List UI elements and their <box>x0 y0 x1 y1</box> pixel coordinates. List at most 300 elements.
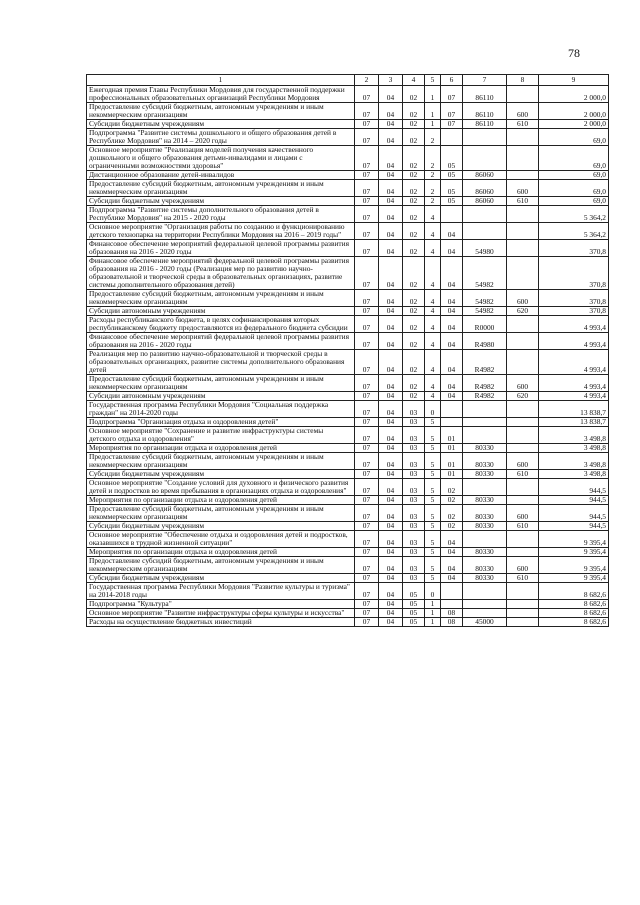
code-cell: 05 <box>403 600 425 609</box>
table-row <box>87 444 609 453</box>
code-cell: 610 <box>507 470 539 479</box>
column-header: 5 <box>425 75 441 86</box>
code-cell <box>507 444 539 453</box>
code-cell: 07 <box>355 531 379 548</box>
code-cell: 02 <box>403 197 425 206</box>
amount-cell: 4 993,4 <box>539 316 609 333</box>
code-cell: 05 <box>403 618 425 627</box>
row-name-cell: Подпрограмма "Организация отдыха и оздоровления детей" <box>87 418 355 427</box>
code-cell: 07 <box>355 444 379 453</box>
code-cell: 07 <box>355 171 379 180</box>
code-cell: 07 <box>355 609 379 618</box>
code-cell: 04 <box>379 223 403 240</box>
code-cell <box>507 531 539 548</box>
code-cell: 04 <box>441 333 463 350</box>
code-cell: 86110 <box>463 120 507 129</box>
code-cell <box>463 427 507 444</box>
code-cell: 02 <box>403 120 425 129</box>
row-name-cell: Финансовое обеспечение мероприятий федеральной целевой программы развития образования на 2016 - 2020 годы (Реализация мер по развитию научно-образовательной и творческой среды в образовательных организациях, развитие системы дополнительного образования детей) <box>87 257 355 290</box>
code-cell: 04 <box>379 522 403 531</box>
amount-cell: 9 395,4 <box>539 548 609 557</box>
code-cell: 80330 <box>463 574 507 583</box>
amount-cell: 8 682,6 <box>539 600 609 609</box>
code-cell <box>507 427 539 444</box>
code-cell: 04 <box>441 316 463 333</box>
code-cell: 5 <box>425 479 441 496</box>
code-cell: 07 <box>355 548 379 557</box>
code-cell <box>507 618 539 627</box>
code-cell: 4 <box>425 333 441 350</box>
code-cell: 07 <box>355 470 379 479</box>
code-cell: 04 <box>379 618 403 627</box>
code-cell: 04 <box>379 479 403 496</box>
amount-cell: 4 993,4 <box>539 333 609 350</box>
code-cell: 4 <box>425 375 441 392</box>
code-cell: 01 <box>441 470 463 479</box>
table-row <box>87 129 609 146</box>
code-cell: 07 <box>355 479 379 496</box>
code-cell: 5 <box>425 574 441 583</box>
code-cell: 04 <box>441 548 463 557</box>
row-name-cell: Предоставление субсидий бюджетным, автономным учреждениям и иным некоммерческим организациям <box>87 505 355 522</box>
row-name-cell: Реализация мер по развитию научно-образовательной и творческой среды в образовательных организациях, развитие системы дополнительного образования детей <box>87 350 355 375</box>
code-cell: 03 <box>403 548 425 557</box>
code-cell <box>441 600 463 609</box>
column-header: 8 <box>507 75 539 86</box>
code-cell: 620 <box>507 392 539 401</box>
row-name-cell: Основное мероприятие "Создание условий для духовного и физического развития детей и подростков во время пребывания в организациях отдыха и оздоровления" <box>87 479 355 496</box>
code-cell: 07 <box>355 223 379 240</box>
amount-cell: 69,0 <box>539 197 609 206</box>
code-cell: 07 <box>355 392 379 401</box>
amount-cell: 944,5 <box>539 479 609 496</box>
row-name-cell: Субсидии автономным учреждениям <box>87 392 355 401</box>
amount-cell: 69,0 <box>539 180 609 197</box>
code-cell: 4 <box>425 290 441 307</box>
code-cell: 5 <box>425 531 441 548</box>
code-cell: 02 <box>403 86 425 103</box>
row-name-cell: Предоставление субсидий бюджетным, автономным учреждениям и иным некоммерческим организациям <box>87 453 355 470</box>
code-cell: 03 <box>403 427 425 444</box>
table-row <box>87 531 609 548</box>
row-name-cell: Финансовое обеспечение мероприятий федеральной целевой программы развития образования на 2016 - 2020 годы <box>87 333 355 350</box>
code-cell <box>463 146 507 171</box>
code-cell: R4980 <box>463 333 507 350</box>
amount-cell: 9 395,4 <box>539 574 609 583</box>
code-cell: 04 <box>441 290 463 307</box>
code-cell: 4 <box>425 350 441 375</box>
amount-cell: 4 993,4 <box>539 375 609 392</box>
code-cell <box>463 609 507 618</box>
code-cell: 04 <box>379 600 403 609</box>
amount-cell: 944,5 <box>539 496 609 505</box>
code-cell: 02 <box>403 392 425 401</box>
code-cell <box>507 548 539 557</box>
code-cell: R0000 <box>463 316 507 333</box>
code-cell: 04 <box>379 505 403 522</box>
row-name-cell: Субсидии бюджетным учреждениям <box>87 197 355 206</box>
code-cell: 04 <box>379 206 403 223</box>
code-cell: 04 <box>441 375 463 392</box>
code-cell: 80330 <box>463 470 507 479</box>
code-cell: 80330 <box>463 444 507 453</box>
amount-cell: 69,0 <box>539 146 609 171</box>
amount-cell: 370,8 <box>539 307 609 316</box>
code-cell: 04 <box>441 557 463 574</box>
table-row <box>87 401 609 418</box>
code-cell <box>507 146 539 171</box>
code-cell: R4982 <box>463 392 507 401</box>
code-cell: 02 <box>403 206 425 223</box>
amount-cell: 3 498,8 <box>539 453 609 470</box>
code-cell: 1 <box>425 103 441 120</box>
amount-cell: 2 000,0 <box>539 103 609 120</box>
code-cell <box>441 418 463 427</box>
code-cell: 07 <box>355 180 379 197</box>
code-cell: 04 <box>379 444 403 453</box>
code-cell: 02 <box>403 257 425 290</box>
amount-cell: 13 838,7 <box>539 418 609 427</box>
table-row <box>87 618 609 627</box>
code-cell: 03 <box>403 453 425 470</box>
row-name-cell: Субсидии бюджетным учреждениям <box>87 574 355 583</box>
code-cell <box>507 479 539 496</box>
code-cell: 5 <box>425 557 441 574</box>
code-cell: 02 <box>403 350 425 375</box>
code-cell <box>507 609 539 618</box>
row-name-cell: Мероприятия по организации отдыха и оздоровления детей <box>87 548 355 557</box>
code-cell <box>463 479 507 496</box>
code-cell: 80330 <box>463 505 507 522</box>
code-cell: 600 <box>507 375 539 392</box>
row-name-cell: Основное мероприятие "Реализация моделей получения качественного дошкольного и общего образования детьми-инвалидами и лицами с ограниченными возможностями здоровья" <box>87 146 355 171</box>
row-name-cell: Подпрограмма "Развитие системы дошкольного и общего образования детей в Республике Мордовия" на 2014 – 2020 годы <box>87 129 355 146</box>
code-cell: 02 <box>403 240 425 257</box>
code-cell: 02 <box>441 505 463 522</box>
code-cell: 04 <box>379 290 403 307</box>
table-row <box>87 316 609 333</box>
column-header: 7 <box>463 75 507 86</box>
code-cell: 02 <box>403 333 425 350</box>
code-cell <box>441 206 463 223</box>
code-cell: 04 <box>441 531 463 548</box>
code-cell: 04 <box>441 350 463 375</box>
row-name-cell: Мероприятия по организации отдыха и оздоровления детей <box>87 496 355 505</box>
code-cell: 610 <box>507 522 539 531</box>
code-cell: 04 <box>441 307 463 316</box>
table-row <box>87 240 609 257</box>
code-cell: 04 <box>379 427 403 444</box>
code-cell <box>463 401 507 418</box>
column-header: 4 <box>403 75 425 86</box>
code-cell: 2 <box>425 180 441 197</box>
code-cell <box>507 223 539 240</box>
table-row <box>87 609 609 618</box>
code-cell: 02 <box>403 290 425 307</box>
code-cell: 05 <box>441 146 463 171</box>
code-cell: 54982 <box>463 257 507 290</box>
table-row <box>87 453 609 470</box>
code-cell: 07 <box>355 505 379 522</box>
table-header-row <box>87 75 609 86</box>
table-row <box>87 350 609 375</box>
code-cell: 54982 <box>463 290 507 307</box>
code-cell: 04 <box>379 171 403 180</box>
code-cell: 80330 <box>463 496 507 505</box>
code-cell: 05 <box>403 609 425 618</box>
code-cell <box>507 418 539 427</box>
code-cell: 02 <box>403 146 425 171</box>
table-row <box>87 479 609 496</box>
code-cell: 4 <box>425 240 441 257</box>
code-cell: 0 <box>425 401 441 418</box>
code-cell: 07 <box>355 427 379 444</box>
code-cell: 01 <box>441 427 463 444</box>
code-cell: 86060 <box>463 197 507 206</box>
code-cell: 07 <box>355 240 379 257</box>
code-cell: 07 <box>441 86 463 103</box>
code-cell: 04 <box>379 240 403 257</box>
column-header: 2 <box>355 75 379 86</box>
code-cell: 01 <box>441 444 463 453</box>
code-cell: 07 <box>355 290 379 307</box>
amount-cell: 69,0 <box>539 171 609 180</box>
amount-cell: 8 682,6 <box>539 609 609 618</box>
code-cell: 45000 <box>463 618 507 627</box>
amount-cell: 13 838,7 <box>539 401 609 418</box>
row-name-cell: Подпрограмма "Развитие системы дополнительного образования детей в Республике Мордовия" на 2015 - 2020 годы <box>87 206 355 223</box>
code-cell: 4 <box>425 206 441 223</box>
code-cell: 07 <box>441 120 463 129</box>
code-cell: 03 <box>403 574 425 583</box>
code-cell: 02 <box>403 307 425 316</box>
code-cell: 4 <box>425 307 441 316</box>
code-cell: 07 <box>355 574 379 583</box>
code-cell: 5 <box>425 522 441 531</box>
table-row <box>87 427 609 444</box>
code-cell: 5 <box>425 418 441 427</box>
code-cell: 04 <box>379 418 403 427</box>
column-header: 6 <box>441 75 463 86</box>
amount-cell: 370,8 <box>539 290 609 307</box>
code-cell: 04 <box>379 86 403 103</box>
code-cell: 03 <box>403 557 425 574</box>
code-cell: 08 <box>441 618 463 627</box>
row-name-cell: Мероприятия по организации отдыха и оздоровления детей <box>87 444 355 453</box>
amount-cell: 9 395,4 <box>539 557 609 574</box>
code-cell: R4982 <box>463 350 507 375</box>
code-cell: 610 <box>507 120 539 129</box>
code-cell: 07 <box>355 103 379 120</box>
code-cell: 04 <box>379 583 403 600</box>
code-cell: 02 <box>403 129 425 146</box>
code-cell <box>507 401 539 418</box>
code-cell: 07 <box>441 103 463 120</box>
code-cell: 04 <box>379 557 403 574</box>
column-header: 9 <box>539 75 609 86</box>
code-cell <box>507 129 539 146</box>
amount-cell: 2 000,0 <box>539 120 609 129</box>
row-name-cell: Государственная программа Республики Мордовия "Развитие культуры и туризма" на 2014-2018 годы <box>87 583 355 600</box>
table-row <box>87 470 609 479</box>
code-cell: 07 <box>355 557 379 574</box>
code-cell: 07 <box>355 375 379 392</box>
code-cell: 04 <box>379 548 403 557</box>
code-cell: 05 <box>441 197 463 206</box>
code-cell <box>463 129 507 146</box>
code-cell: 03 <box>403 531 425 548</box>
row-name-cell: Основное мероприятие "Развитие инфраструктуры сферы культуры и искусства" <box>87 609 355 618</box>
code-cell <box>441 401 463 418</box>
amount-cell: 9 395,4 <box>539 531 609 548</box>
code-cell: 04 <box>441 223 463 240</box>
code-cell: 02 <box>441 479 463 496</box>
row-name-cell: Предоставление субсидий бюджетным, автономным учреждениям и иным некоммерческим организациям <box>87 103 355 120</box>
code-cell: 04 <box>379 257 403 290</box>
code-cell: 04 <box>379 401 403 418</box>
code-cell: 02 <box>403 180 425 197</box>
row-name-cell: Предоставление субсидий бюджетным, автономным учреждениям и иным некоммерческим организациям <box>87 180 355 197</box>
code-cell: 05 <box>441 171 463 180</box>
table-row <box>87 223 609 240</box>
code-cell: 04 <box>379 453 403 470</box>
code-cell: 07 <box>355 86 379 103</box>
row-name-cell: Основное мероприятие "Сохранение и развитие инфраструктуры системы детского отдыха и оздоровления" <box>87 427 355 444</box>
code-cell: 600 <box>507 453 539 470</box>
code-cell: 80330 <box>463 522 507 531</box>
code-cell <box>507 171 539 180</box>
table-row <box>87 418 609 427</box>
code-cell: 600 <box>507 290 539 307</box>
table-row <box>87 180 609 197</box>
code-cell: 07 <box>355 350 379 375</box>
code-cell: 620 <box>507 307 539 316</box>
amount-cell: 3 498,8 <box>539 470 609 479</box>
code-cell: 02 <box>403 316 425 333</box>
amount-cell: 370,8 <box>539 257 609 290</box>
code-cell: 04 <box>379 496 403 505</box>
code-cell: 04 <box>379 350 403 375</box>
code-cell <box>507 206 539 223</box>
code-cell: 07 <box>355 146 379 171</box>
column-header: 1 <box>87 75 355 86</box>
code-cell <box>441 129 463 146</box>
code-cell: 02 <box>403 223 425 240</box>
code-cell: 04 <box>379 392 403 401</box>
code-cell <box>507 316 539 333</box>
table-row <box>87 522 609 531</box>
code-cell <box>507 86 539 103</box>
code-cell <box>463 206 507 223</box>
code-cell: 04 <box>379 333 403 350</box>
code-cell: 86060 <box>463 180 507 197</box>
code-cell: 02 <box>403 103 425 120</box>
amount-cell: 8 682,6 <box>539 583 609 600</box>
code-cell: 2 <box>425 129 441 146</box>
table-row <box>87 86 609 103</box>
table-row <box>87 583 609 600</box>
code-cell: 07 <box>355 316 379 333</box>
row-name-cell: Предоставление субсидий бюджетным, автономным учреждениям и иным некоммерческим организациям <box>87 290 355 307</box>
code-cell: 1 <box>425 609 441 618</box>
code-cell: 5 <box>425 496 441 505</box>
code-cell: 5 <box>425 453 441 470</box>
table-row <box>87 557 609 574</box>
code-cell: 2 <box>425 146 441 171</box>
row-name-cell: Дистанционное образование детей-инвалидов <box>87 171 355 180</box>
code-cell: 04 <box>379 574 403 583</box>
code-cell: 2 <box>425 197 441 206</box>
code-cell: 07 <box>355 583 379 600</box>
code-cell: 04 <box>441 240 463 257</box>
code-cell: 02 <box>403 375 425 392</box>
code-cell: 04 <box>379 470 403 479</box>
amount-cell: 4 993,4 <box>539 392 609 401</box>
amount-cell: 3 498,8 <box>539 427 609 444</box>
amount-cell: 69,0 <box>539 129 609 146</box>
code-cell: 1 <box>425 86 441 103</box>
row-name-cell: Субсидии автономным учреждениям <box>87 307 355 316</box>
row-name-cell: Субсидии бюджетным учреждениям <box>87 470 355 479</box>
row-name-cell: Государственная программа Республики Мордовия "Социальная поддержка граждан" на 2014-2020 годы <box>87 401 355 418</box>
row-name-cell: Расходы на осуществление бюджетных инвестиций <box>87 618 355 627</box>
code-cell: 5 <box>425 444 441 453</box>
code-cell: 07 <box>355 401 379 418</box>
amount-cell: 370,8 <box>539 240 609 257</box>
row-name-cell: Подпрограмма "Культура" <box>87 600 355 609</box>
code-cell: 04 <box>379 316 403 333</box>
code-cell <box>463 418 507 427</box>
code-cell: 04 <box>441 392 463 401</box>
code-cell: 07 <box>355 257 379 290</box>
code-cell <box>507 333 539 350</box>
code-cell: 07 <box>355 522 379 531</box>
code-cell: 04 <box>379 197 403 206</box>
table-row <box>87 307 609 316</box>
code-cell: 07 <box>355 197 379 206</box>
table-row <box>87 505 609 522</box>
code-cell: 600 <box>507 103 539 120</box>
amount-cell: 944,5 <box>539 505 609 522</box>
code-cell: 80330 <box>463 548 507 557</box>
code-cell: 04 <box>379 531 403 548</box>
code-cell <box>463 223 507 240</box>
code-cell: 05 <box>441 180 463 197</box>
code-cell: 03 <box>403 401 425 418</box>
column-header: 3 <box>379 75 403 86</box>
code-cell <box>463 583 507 600</box>
table-row <box>87 574 609 583</box>
code-cell: 600 <box>507 557 539 574</box>
code-cell: 07 <box>355 600 379 609</box>
code-cell: 04 <box>379 609 403 618</box>
amount-cell: 3 498,8 <box>539 444 609 453</box>
table-row <box>87 257 609 290</box>
table-row <box>87 197 609 206</box>
code-cell: 610 <box>507 574 539 583</box>
code-cell: 80330 <box>463 453 507 470</box>
code-cell: 1 <box>425 618 441 627</box>
row-name-cell: Субсидии бюджетным учреждениям <box>87 120 355 129</box>
table-row <box>87 146 609 171</box>
amount-cell: 2 000,0 <box>539 86 609 103</box>
code-cell: 07 <box>355 496 379 505</box>
amount-cell: 944,5 <box>539 522 609 531</box>
code-cell: 05 <box>403 583 425 600</box>
code-cell: 04 <box>379 180 403 197</box>
code-cell: 07 <box>355 453 379 470</box>
code-cell: 02 <box>403 171 425 180</box>
